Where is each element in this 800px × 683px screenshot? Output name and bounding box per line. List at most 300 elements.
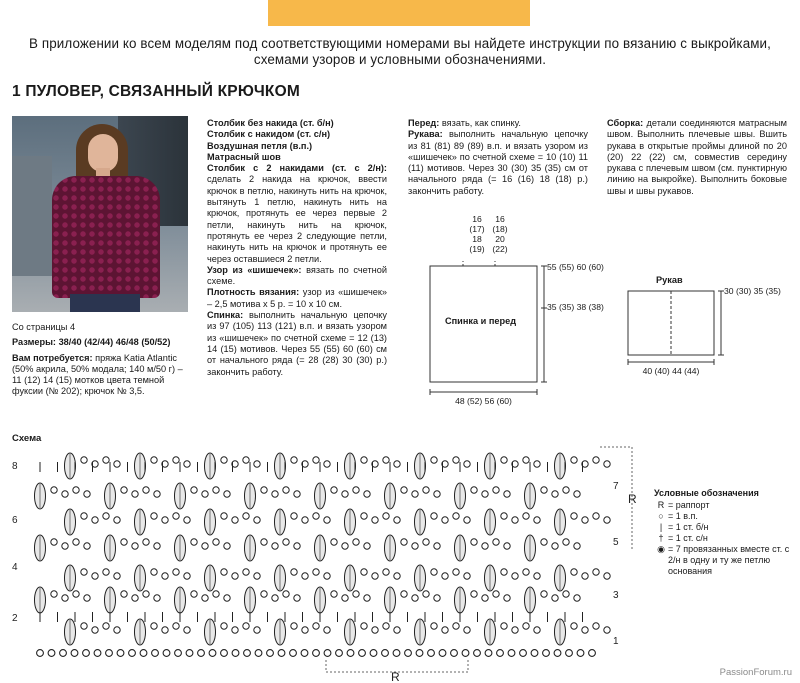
chain-stitch: [523, 513, 529, 519]
chain-stitch: [224, 595, 230, 601]
chain-stitch: [563, 539, 569, 545]
chain-stitch: [485, 650, 492, 657]
pattern-top-right-2: (18): [492, 224, 508, 234]
chain-stitch: [209, 650, 216, 657]
chain-stitch: [394, 627, 400, 633]
chain-stitch: [394, 517, 400, 523]
chain-stitch: [324, 627, 330, 633]
chain-stitch: [582, 627, 588, 633]
chain-stitch: [232, 627, 238, 633]
chain-stitch: [512, 627, 518, 633]
chain-stitch: [571, 513, 577, 519]
chain-stitch: [62, 491, 68, 497]
chain-stitch: [232, 650, 239, 657]
row-number-left: 8: [12, 461, 18, 472]
chain-stitch: [464, 517, 470, 523]
back-front-pattern-name: Спинка и перед: [445, 316, 517, 326]
pattern-bottom: 48 (52) 56 (60): [455, 396, 512, 406]
chain-stitch: [191, 487, 197, 493]
crochet-chart: [12, 447, 637, 683]
chain-stitch: [589, 650, 596, 657]
chain-stitch: [364, 595, 370, 601]
chain-stitch: [520, 650, 527, 657]
chain-stitch: [162, 573, 168, 579]
chain-stitch: [582, 573, 588, 579]
chain-stitch: [361, 457, 367, 463]
chain-stitch: [353, 539, 359, 545]
chain-stitch: [313, 457, 319, 463]
chain-stitch: [173, 569, 179, 575]
chain-stitch: [232, 573, 238, 579]
sleeve-pattern-name: Рукав: [656, 275, 683, 285]
chain-stitch: [48, 650, 55, 657]
chain-stitch: [394, 573, 400, 579]
chain-stitch: [184, 517, 190, 523]
chain-stitch: [439, 650, 446, 657]
chain-stitch: [593, 457, 599, 463]
chain-stitch: [73, 539, 79, 545]
chain-stitch: [121, 487, 127, 493]
chain-stitch: [244, 650, 251, 657]
chain-stitch: [593, 623, 599, 629]
legend-item-repeat: R = раппорт: [657, 500, 710, 510]
chain-stitch: [313, 650, 320, 657]
chain-stitch: [552, 595, 558, 601]
chain-stitch: [103, 623, 109, 629]
chain-stitch: [302, 627, 308, 633]
chain-stitch: [571, 623, 577, 629]
chain-stitch: [508, 650, 515, 657]
chain-stitch: [382, 650, 389, 657]
chain-stitch: [154, 491, 160, 497]
chain-stitch: [143, 487, 149, 493]
sleeve-right-dim: 30 (30) 35 (35): [724, 286, 781, 296]
chain-stitch: [493, 591, 499, 597]
chain-stitch: [151, 457, 157, 463]
chain-stitch: [574, 491, 580, 497]
chain-stitch: [482, 595, 488, 601]
chain-stitch: [37, 650, 44, 657]
chain-stitch: [604, 573, 610, 579]
chain-stitch: [162, 627, 168, 633]
chain-stitch: [563, 591, 569, 597]
chain-stitch: [143, 591, 149, 597]
chain-stitch: [83, 650, 90, 657]
chain-stitch: [254, 627, 260, 633]
chain-stitch: [543, 650, 550, 657]
sleeves-instructions: Рукава: выполнить начальную цепочку из 81 (81) 89 (89) в.п. и вязать узором из «шишечек» по счетной схеме = 10 (10) 11 (11) мотивов. Через 30 (30) 35 (35) см от начального ряда (= 16 (16) 18 (18) р.) закончить работу.: [408, 129, 588, 196]
chain-stitch: [504, 543, 510, 549]
chain-stitch: [383, 457, 389, 463]
chain-stitch: [81, 457, 87, 463]
chain-stitch: [442, 573, 448, 579]
chain-stitch: [497, 650, 504, 657]
chain-stitch: [534, 627, 540, 633]
chain-stitch: [412, 491, 418, 497]
pattern-top-right-1: 16: [495, 214, 505, 224]
chain-stitch: [331, 591, 337, 597]
chain-stitch: [84, 543, 90, 549]
chain-stitch: [431, 513, 437, 519]
chain-stitch: [290, 650, 297, 657]
chain-stitch: [372, 517, 378, 523]
chain-stitch: [94, 650, 101, 657]
materials: Вам потребуется: пряжа Katia Atlantic (50% акрила, 50% модала; 140 м/50 г) – 11 (12) 14 (15) мотков цвета темной фуксии (№ 202); крючок № 3,5.: [12, 352, 183, 397]
chain-stitch: [186, 650, 193, 657]
chain-stitch: [324, 573, 330, 579]
chain-stitch: [267, 650, 274, 657]
chain-stitch: [431, 569, 437, 575]
model-title: 1 ПУЛОВЕР, СВЯЗАННЫЙ КРЮЧКОМ: [12, 83, 300, 100]
repeat-label-right: R: [628, 492, 637, 506]
chain-stitch: [393, 650, 400, 657]
chain-stitch: [541, 539, 547, 545]
pattern-top-left-4: (19): [469, 244, 485, 254]
chain-stitch: [92, 517, 98, 523]
chain-stitch: [84, 595, 90, 601]
chain-stitch: [331, 487, 337, 493]
stitch-dc: Столбик с накидом (ст. с/н): [207, 129, 331, 140]
chain-stitch: [103, 457, 109, 463]
chain-stitch: [482, 543, 488, 549]
chain-stitch: [431, 457, 437, 463]
chain-stitch: [213, 487, 219, 493]
chain-stitch: [552, 543, 558, 549]
chain-stitch: [423, 539, 429, 545]
chain-stitch: [593, 513, 599, 519]
chain-stitch: [291, 513, 297, 519]
chain-stitch: [106, 650, 113, 657]
back-instructions: Спинка: выполнить начальную цепочку из 97 (105) 113 (121) в.п. и вязать узором из «шишечек» по счетной схеме = 12 (13) 14 (15) мотивов. Через 55 (55) 60 (60) см от начального ряда (= 28 (28) 30 (30) р.) закончить работу.: [207, 310, 387, 377]
chain-stitch: [114, 627, 120, 633]
chain-stitch: [482, 491, 488, 497]
chain-stitch: [324, 517, 330, 523]
gauge: Плотность вязания: узор из «шишечек» – 2,5 мотива x 5 р. = 10 x 10 см.: [207, 287, 387, 309]
chain-stitch: [353, 487, 359, 493]
chain-stitch: [577, 650, 584, 657]
chain-stitch: [191, 591, 197, 597]
chain-stitch: [140, 650, 147, 657]
chain-stitch: [464, 627, 470, 633]
chain-stitch: [162, 517, 168, 523]
chain-stitch: [202, 595, 208, 601]
chain-stitch: [401, 591, 407, 597]
chain-stitch: [604, 461, 610, 467]
chain-stitch: [342, 543, 348, 549]
chain-stitch: [442, 627, 448, 633]
sizes: Размеры: 38/40 (42/44) 46/48 (50/52): [12, 337, 171, 348]
chain-stitch: [73, 487, 79, 493]
pattern-top-right-3: 20: [495, 234, 505, 244]
chain-stitch: [464, 461, 470, 467]
chain-stitch: [173, 623, 179, 629]
chain-stitch: [563, 487, 569, 493]
chain-stitch: [129, 650, 136, 657]
stitch-ch: Воздушная петля (в.п.): [207, 140, 313, 151]
chain-stitch: [291, 569, 297, 575]
row-number-left: 4: [12, 562, 18, 573]
chain-stitch: [512, 573, 518, 579]
chain-stitch: [361, 569, 367, 575]
chain-stitch: [423, 591, 429, 597]
chain-stitch: [324, 650, 331, 657]
chain-stitch: [571, 457, 577, 463]
legend-item-bobble: ◉ = 7 провязанных вместе ст. с 2/н в одну и ту же петлю основания: [657, 544, 790, 576]
pattern-right-top: 55 (55) 60 (60): [547, 262, 604, 272]
chain-stitch: [221, 457, 227, 463]
chain-stitch: [62, 543, 68, 549]
chain-stitch: [103, 513, 109, 519]
chain-stitch: [198, 650, 205, 657]
chain-stitch: [504, 491, 510, 497]
row-number-right: 7: [613, 481, 619, 492]
legend-title: Условные обозначения: [654, 488, 759, 498]
assembly-instructions: Сборка: детали соединяются матрасным швом. Выполнить плечевые швы. Вшить рукава в открытые проймы длиной по 20 (20) 22 (22) см, совместив середину рукава с плечевым швом (см. пунктирную линию на выкройке). Выполнить боковые швы и швы рукавов.: [607, 118, 787, 196]
chain-stitch: [84, 491, 90, 497]
chain-stitch: [531, 650, 538, 657]
chain-stitch: [154, 543, 160, 549]
legend-item-dc: † = 1 ст. с/н: [658, 533, 708, 543]
chain-stitch: [501, 569, 507, 575]
chain-stitch: [541, 591, 547, 597]
chain-stitch: [462, 650, 469, 657]
chain-stitch: [331, 539, 337, 545]
chain-stitch: [283, 591, 289, 597]
chain-stitch: [423, 487, 429, 493]
chain-stitch: [224, 543, 230, 549]
chain-stitch: [81, 569, 87, 575]
chain-stitch: [523, 623, 529, 629]
chain-stitch: [291, 623, 297, 629]
chain-stitch: [453, 513, 459, 519]
chain-stitch: [359, 650, 366, 657]
chain-stitch: [121, 539, 127, 545]
chain-stitch: [401, 539, 407, 545]
chain-stitch: [154, 595, 160, 601]
chain-stitch: [361, 623, 367, 629]
chain-stitch: [221, 623, 227, 629]
chain-stitch: [73, 591, 79, 597]
chain-stitch: [184, 461, 190, 467]
chain-stitch: [416, 650, 423, 657]
chain-stitch: [173, 513, 179, 519]
pattern-top-right-4: (22): [492, 244, 508, 254]
chain-stitch: [152, 650, 159, 657]
chain-stitch: [401, 487, 407, 493]
chain-stitch: [278, 650, 285, 657]
chain-stitch: [405, 650, 412, 657]
legend-item-chain: ○ = 1 в.п.: [658, 511, 698, 521]
chain-stitch: [534, 517, 540, 523]
chain-stitch: [243, 623, 249, 629]
source-page: Со страницы 4: [12, 322, 76, 332]
chain-stitch: [62, 595, 68, 601]
chain-stitch: [121, 591, 127, 597]
chain-stitch: [81, 623, 87, 629]
chain-stitch: [261, 487, 267, 493]
chain-stitch: [342, 595, 348, 601]
chain-stitch: [501, 513, 507, 519]
chain-stitch: [114, 461, 120, 467]
chain-stitch: [471, 539, 477, 545]
chain-stitch: [151, 569, 157, 575]
chain-stitch: [294, 543, 300, 549]
chain-stitch: [221, 569, 227, 575]
mattress-seam: Матрасный шов: [207, 151, 281, 162]
chain-stitch: [313, 569, 319, 575]
chain-stitch: [114, 573, 120, 579]
chain-stitch: [566, 650, 573, 657]
chain-stitch: [272, 595, 278, 601]
chain-stitch: [554, 650, 561, 657]
chain-stitch: [221, 513, 227, 519]
chain-stitch: [523, 569, 529, 575]
repeat-label-bottom: R: [391, 670, 400, 683]
chain-stitch: [364, 543, 370, 549]
chain-stitch: [534, 461, 540, 467]
row-number-left: 2: [12, 613, 18, 624]
chain-stitch: [71, 650, 78, 657]
pattern-desc: Узор из «шишечек»: вязать по счетной схеме.: [207, 264, 387, 287]
chain-stitch: [453, 569, 459, 575]
chain-stitch: [431, 623, 437, 629]
chain-stitch: [254, 461, 260, 467]
chain-stitch: [272, 491, 278, 497]
chain-stitch: [336, 650, 343, 657]
chain-stitch: [541, 487, 547, 493]
legend-item-sc: | = 1 ст. б/н: [659, 522, 709, 532]
chain-stitch: [412, 543, 418, 549]
chain-stitch: [504, 595, 510, 601]
chain-stitch: [453, 457, 459, 463]
chain-stitch: [394, 461, 400, 467]
chain-stitch: [243, 457, 249, 463]
chain-stitch: [132, 491, 138, 497]
chain-stitch: [342, 491, 348, 497]
intro-text: В приложении ко всем моделям под соответствующими номерами вы найдете инструкции по вязанию с выкройками, схемами узоров и условными обозначениями.: [29, 36, 771, 67]
chain-stitch: [202, 543, 208, 549]
chain-stitch: [60, 650, 67, 657]
chain-stitch: [434, 595, 440, 601]
chain-stitch: [272, 543, 278, 549]
chain-stitch: [232, 517, 238, 523]
chain-stitch: [383, 623, 389, 629]
row-number-left: 6: [12, 515, 18, 526]
chain-stitch: [574, 595, 580, 601]
chain-stitch: [574, 543, 580, 549]
chain-stitch: [294, 491, 300, 497]
schema-title: Схема: [12, 433, 42, 444]
chain-stitch: [364, 491, 370, 497]
chain-stitch: [51, 487, 57, 493]
chain-stitch: [512, 517, 518, 523]
chain-stitch: [471, 591, 477, 597]
chain-stitch: [173, 457, 179, 463]
chain-stitch: [283, 539, 289, 545]
row-number-right: 3: [613, 590, 619, 601]
chain-stitch: [523, 457, 529, 463]
chain-stitch: [191, 539, 197, 545]
chain-stitch: [254, 573, 260, 579]
chain-stitch: [213, 539, 219, 545]
legend: [654, 488, 794, 577]
chain-stitch: [175, 650, 182, 657]
chain-stitch: [313, 513, 319, 519]
chain-stitch: [372, 573, 378, 579]
chain-stitch: [353, 591, 359, 597]
chain-stitch: [302, 517, 308, 523]
chain-stitch: [132, 595, 138, 601]
chain-stitch: [604, 517, 610, 523]
chain-stitch: [92, 627, 98, 633]
chain-stitch: [51, 591, 57, 597]
chain-stitch: [254, 517, 260, 523]
chain-stitch: [361, 513, 367, 519]
chain-stitch: [261, 539, 267, 545]
chain-stitch: [291, 457, 297, 463]
chain-stitch: [347, 650, 354, 657]
chain-stitch: [434, 491, 440, 497]
chain-stitch: [243, 569, 249, 575]
pattern-top-left-3: 18: [472, 234, 482, 244]
chain-stitch: [243, 513, 249, 519]
chain-stitch: [294, 595, 300, 601]
chain-stitch: [501, 457, 507, 463]
chain-stitch: [313, 623, 319, 629]
stitch-tr: Столбик с 2 накидами (ст. с 2/н): сделать 2 накида на крючок, ввести крючок в петлю, накинуть нить на крючок, вытянуть 1 петлю, накинуть нить на крючок, протянуть ее через первые 2 петли, накинуть нить на крючок, протянуть ее через 2 следующие петли, накинуть нить на крючок и протянуть ее через оставшиеся 2 петли.: [207, 163, 387, 264]
chain-stitch: [434, 543, 440, 549]
chain-stitch: [471, 487, 477, 493]
chain-stitch: [184, 573, 190, 579]
watermark: PassionForum.ru: [719, 667, 792, 678]
chain-stitch: [301, 650, 308, 657]
row-number-right: 1: [613, 636, 619, 647]
chain-stitch: [383, 513, 389, 519]
chain-stitch: [117, 650, 124, 657]
chain-stitch: [151, 623, 157, 629]
pattern-top-left-2: (17): [469, 224, 485, 234]
chain-stitch: [132, 543, 138, 549]
chain-stitch: [582, 517, 588, 523]
pattern-right-side: 35 (35) 38 (38): [547, 302, 604, 312]
chain-stitch: [501, 623, 507, 629]
chain-stitch: [442, 517, 448, 523]
chain-stitch: [474, 650, 481, 657]
chain-stitch: [428, 650, 435, 657]
chain-stitch: [324, 461, 330, 467]
chain-stitch: [493, 487, 499, 493]
chain-stitch: [202, 491, 208, 497]
chain-stitch: [552, 491, 558, 497]
chain-stitch: [493, 539, 499, 545]
chain-stitch: [370, 650, 377, 657]
chain-stitch: [51, 539, 57, 545]
chain-stitch: [81, 513, 87, 519]
chain-stitch: [213, 591, 219, 597]
pattern-top-left-1: 16: [472, 214, 482, 224]
chain-stitch: [451, 650, 458, 657]
chain-stitch: [283, 487, 289, 493]
chain-stitch: [261, 591, 267, 597]
chain-stitch: [604, 627, 610, 633]
chain-stitch: [383, 569, 389, 575]
chain-stitch: [593, 569, 599, 575]
chain-stitch: [255, 650, 262, 657]
chain-stitch: [221, 650, 228, 657]
chain-stitch: [453, 623, 459, 629]
chain-stitch: [224, 491, 230, 497]
chain-stitch: [143, 539, 149, 545]
